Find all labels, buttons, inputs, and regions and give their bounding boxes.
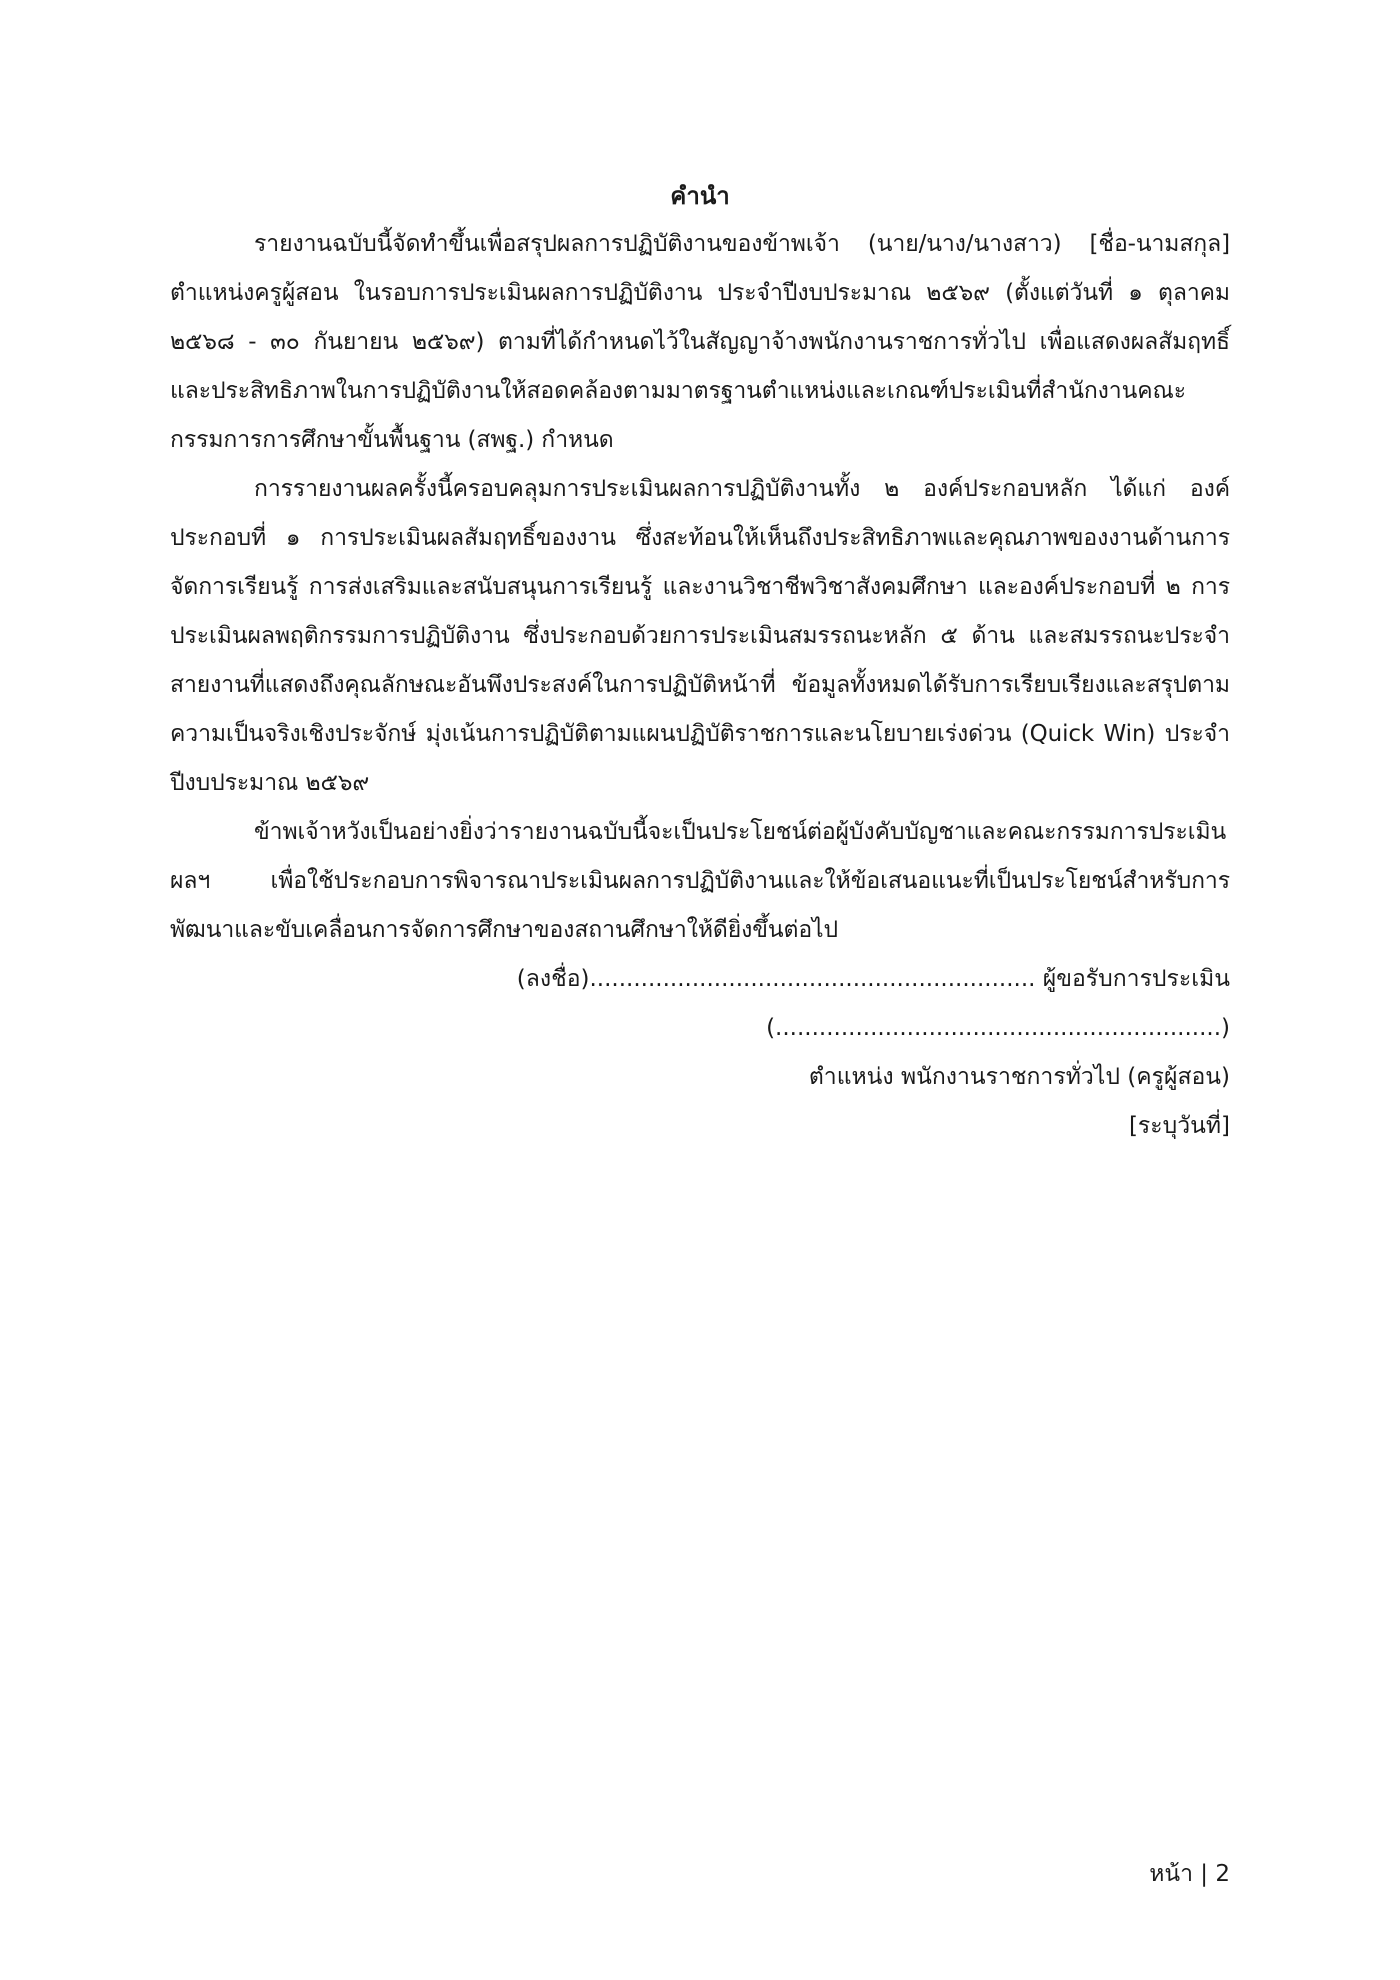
signature-line: (ลงชื่อ)............................................................. ผู้ขอรับการประเมิน <box>516 966 1230 992</box>
signer-name-line: (.............................................................) <box>766 1015 1230 1041</box>
paragraph-scope: การรายงานผลครั้งนี้ครอบคลุมการประเมินผลการปฏิบัติงานทั้ง ๒ องค์ประกอบหลัก ได้แก่ องค์ประกอบที่ ๑ การประเมินผลสัมฤทธิ์ของงาน ซึ่งสะท้อนให้เห็นถึงประสิทธิภาพและคุณภาพของงานด้านการจัดการเรียนรู้ การส่งเสริมและสนับสนุนการเรียนรู้ และงานวิชาชีพวิชาสังคมศึกษา และองค์ประกอบที่ ๒ การประเมินผลพฤติกรรมการปฏิบัติงาน ซึ่งประกอบด้วยการประเมินสมรรถนะหลัก ๕ ด้าน และสมรรถนะประจำสายงานที่แสดงถึงคุณลักษณะอันพึงประสงค์ในการปฏิบัติหน้าที่ ข้อมูลทั้งหมดได้รับการเรียบเรียงและสรุปตามความเป็นจริงเชิงประจักษ์ มุ่งเน้นการปฏิบัติตามแผนปฏิบัติราชการและนโยบายเร่งด่วน (Quick Win) ประจำปีงบประมาณ ๒๕๖๙ <box>170 476 1230 796</box>
signer-position-line: ตำแหน่ง พนักงานราชการทั่วไป (ครูผู้สอน) <box>808 1064 1230 1090</box>
page-number: หน้า | 2 <box>1149 1861 1230 1887</box>
page-title: คำนำ <box>670 182 730 210</box>
document-body <box>170 176 1230 1151</box>
paragraph-intro: รายงานฉบับนี้จัดทำขึ้นเพื่อสรุปผลการปฏิบัติงานของข้าพเจ้า (นาย/นาง/นางสาว) [ชื่อ-นามสกุล] ตำแหน่งครูผู้สอน ในรอบการประเมินผลการปฏิบัติงาน ประจำปีงบประมาณ ๒๕๖๙ (ตั้งแต่วันที่ ๑ ตุลาคม ๒๕๖๘ - ๓๐ กันยายน ๒๕๖๙) ตามที่ได้กำหนดไว้ในสัญญาจ้างพนักงานราชการทั่วไป เพื่อแสดงผลสัมฤทธิ์และประสิทธิภาพในการปฏิบัติงานให้สอดคล้องตามมาตรฐานตำแหน่งและเกณฑ์ประเมินที่สำนักงานคณะกรรมการการศึกษาขั้นพื้นฐาน (สพฐ.) กำหนด <box>170 231 1230 453</box>
signature-block <box>170 955 1230 1151</box>
signature-date-line: [ระบุวันที่] <box>1128 1113 1230 1139</box>
paragraph-closing: ข้าพเจ้าหวังเป็นอย่างยิ่งว่ารายงานฉบับนี้จะเป็นประโยชน์ต่อผู้บังคับบัญชาและคณะกรรมการประเมินผลฯ เพื่อใช้ประกอบการพิจารณาประเมินผลการปฏิบัติงานและให้ข้อเสนอแนะที่เป็นประโยชน์สำหรับการพัฒนาและขับเคลื่อนการจัดการศึกษาของสถานศึกษาให้ดียิ่งขึ้นต่อไป <box>170 819 1230 943</box>
